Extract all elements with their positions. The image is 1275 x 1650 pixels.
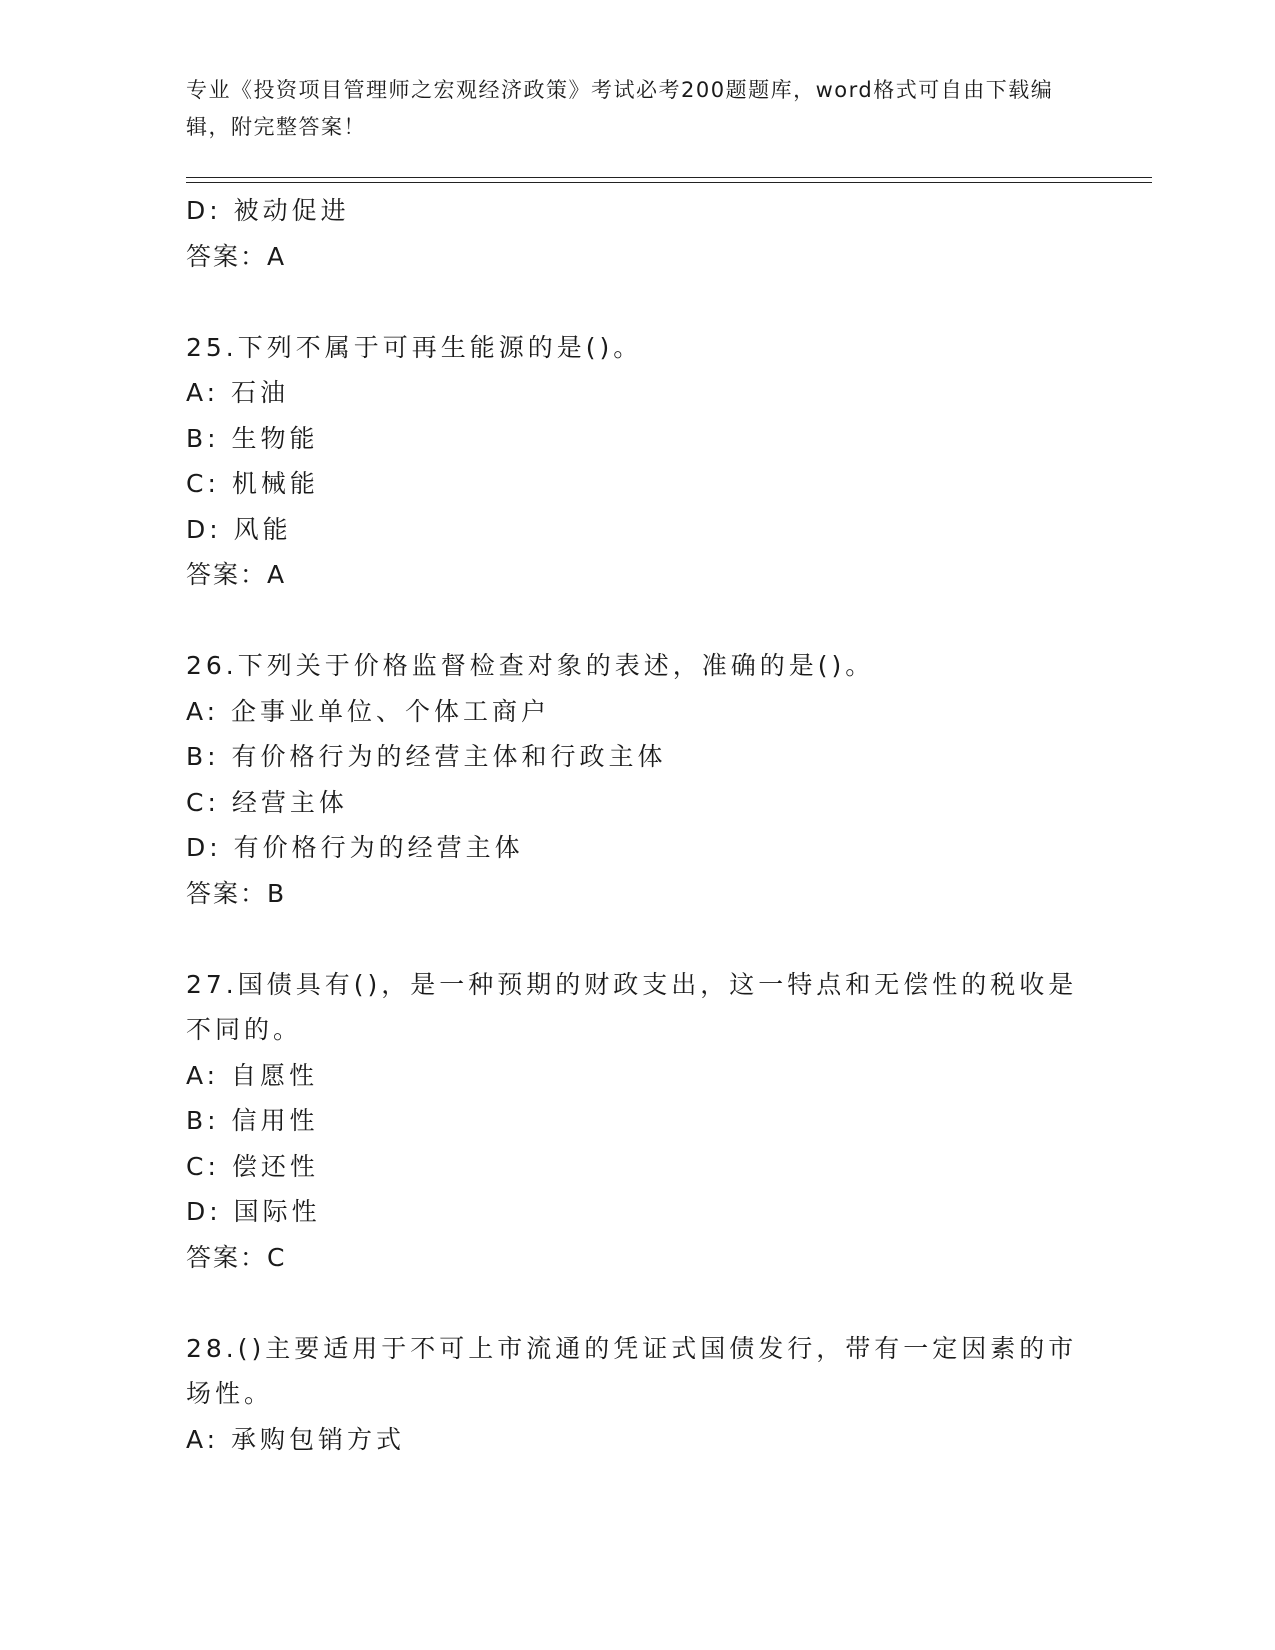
question-26-option-d: D: 有价格行为的经营主体	[186, 833, 524, 862]
question-25-option-a: A: 石油	[186, 378, 290, 407]
header-rule-bottom	[186, 182, 1152, 183]
spacer	[186, 916, 1086, 962]
question-27-option-d: D: 国际性	[186, 1197, 321, 1226]
question-25-answer: 答案：A	[186, 560, 287, 589]
question-26-option-b: B: 有价格行为的经营主体和行政主体	[186, 742, 667, 771]
question-26-option-a: A: 企事业单位、个体工商户	[186, 696, 551, 726]
question-28-text-line1: 28.()主要适用于不可上市流通的凭证式国债发行，带有一定因素的市	[186, 1333, 1078, 1363]
question-list	[186, 188, 1086, 1462]
document-header: 专业《投资项目管理师之宏观经济政策》考试必考200题题库，word格式可自由下载编辑，附完整答案！	[186, 78, 1054, 139]
question-27-text-line1: 27.国债具有()，是一种预期的财政支出，这一特点和无偿性的税收是	[186, 969, 1078, 999]
spacer	[186, 1280, 1086, 1326]
question-28-text-line2: 场性。	[186, 1379, 274, 1408]
question-27-option-a: A: 自愿性	[186, 1060, 319, 1090]
question-25-text: 25.下列不属于可再生能源的是()。	[186, 332, 643, 362]
question-25-option-b: B: 生物能	[186, 423, 319, 453]
question-26-answer: 答案：B	[186, 878, 287, 908]
question-28-option-a: A: 承购包销方式	[186, 1424, 406, 1454]
question-27-text-line2: 不同的。	[186, 1015, 303, 1044]
spacer	[186, 279, 1086, 325]
header-rule-top	[186, 177, 1152, 178]
question-26-option-c: C: 经营主体	[186, 787, 348, 817]
question-27-answer: 答案：C	[186, 1242, 287, 1272]
question-25-option-d: D: 风能	[186, 514, 292, 544]
spacer	[186, 598, 1086, 644]
option-d: D: 被动促进	[186, 196, 350, 225]
question-25-option-c: C: 机械能	[186, 469, 319, 498]
question-26-text: 26.下列关于价格监督检查对象的表述，准确的是()。	[186, 651, 875, 680]
question-27-option-c: C: 偿还性	[186, 1151, 319, 1181]
question-27-option-b: B: 信用性	[186, 1106, 319, 1135]
answer-line: 答案：A	[186, 241, 287, 271]
